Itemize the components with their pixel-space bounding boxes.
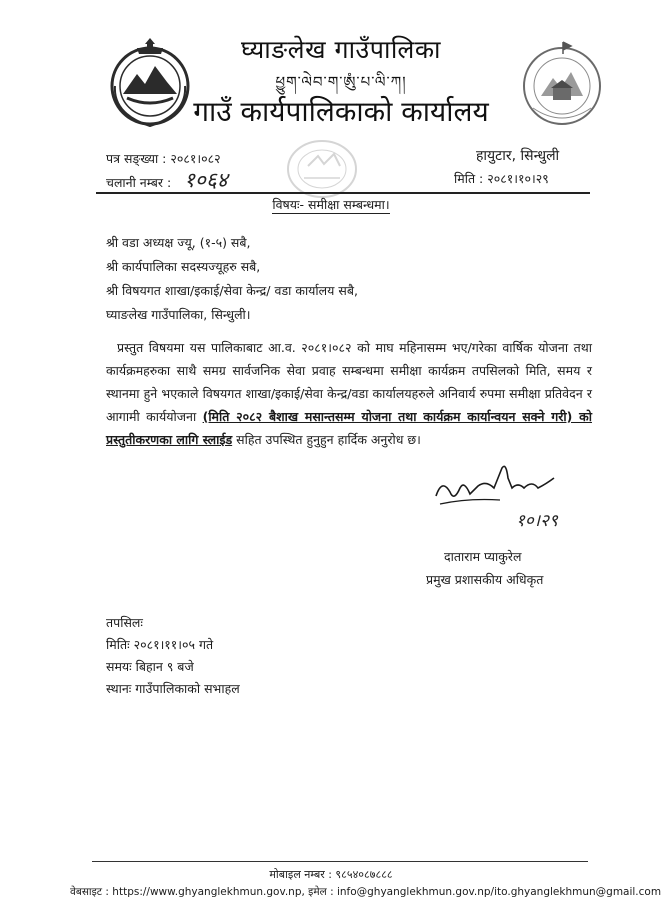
script-line: ཕྱུག་ལེབ་ག་ཨུཾ་པ་ལི་ཀ། (275, 73, 407, 91)
signature-date: १०।२९ (516, 511, 558, 531)
tapsil-heading: तपसिलः (106, 615, 143, 630)
municipality-title: घ्याङलेख गाउँपालिका (240, 35, 442, 64)
letter-date: मिति : २०८१।१०।२९ (454, 171, 549, 186)
tapsil-time: समयः बिहान ९ बजे (106, 659, 194, 674)
officer-name: दाताराम प्याकुरेल (444, 549, 522, 564)
addressee-line: श्री कार्यपालिका सदस्यज्यूहरु सबै, (106, 259, 261, 274)
addressee-line: श्री विषयगत शाखा/इकाई/सेवा केन्द्र/ वडा कार्यालय सबै, (106, 283, 358, 298)
addressee-line: श्री वडा अध्यक्ष ज्यू, (१-५) सबै, (106, 235, 251, 250)
subject-text: विषयः- समीक्षा सम्बन्धमा। (272, 197, 390, 212)
body-text: प्रस्तुत विषयमा यस पालिकाबाट आ.व. २०८१।०८२ को माघ महिनासम्म भए/गरेका वार्षिक योजना तथा कार्यक्रमहरुका साथै समग्र सार्वजनिक सेवा प्रवाह सम्बन्धमा समीक्षा कार्यक्रम तपसिलको मिति, समय र स्थानमा हुने भएकाले विषयगत शाखा/इकाई/सेवा केन्द्र/वडा कार्यालयहरुले अनिवार्य रुपमा समीक्षा प्रतिवेदन र आगामी कार्ययोजना (106, 340, 592, 424)
tapsil-place: स्थानः गाउँपालिकाको सभाहल (106, 681, 240, 696)
addressee-line: घ्याङलेख गाउँपालिका, सिन्धुली। (106, 307, 251, 322)
reference-number: पत्र सङ्ख्या : २०८१।०८२ (106, 151, 221, 166)
body-underlined-text: (मिति २०८२ बैशाख मसान्तसम्म योजना तथा कार्यक्रम कार्यान्वयन सक्ने गरी) को प्रस्तुतीकरणका लागि स्लाईड (106, 409, 592, 447)
footer-divider (92, 861, 588, 862)
office-title: गाउँ कार्यपालिकाको कार्यालय (193, 95, 489, 128)
office-location: हायुटार, सिन्धुली (476, 148, 560, 164)
subject-line (0, 196, 662, 213)
dispatch-label: चलानी नम्बर : (106, 175, 172, 190)
header-divider (96, 192, 590, 194)
officer-designation: प्रमुख प्रशासकीय अधिकृत (426, 572, 544, 587)
body-paragraph (106, 336, 592, 451)
dispatch-number: १०६४ (184, 168, 228, 192)
footer-mobile: मोबाइल नम्बर : ९८५४०८७८८८ (269, 868, 393, 881)
tapsil-date: मितिः २०८१।११।०५ गते (106, 637, 214, 652)
body-text-end: सहित उपस्थित हुनुहुन हार्दिक अनुरोध छ। (232, 432, 421, 447)
footer-web: वेबसाइट : https://www.ghyanglekhmun.gov.np, इमेल : info@ghyanglekhmun.gov.np/ito.ghyanglekhmun@gmail.com (70, 886, 662, 898)
